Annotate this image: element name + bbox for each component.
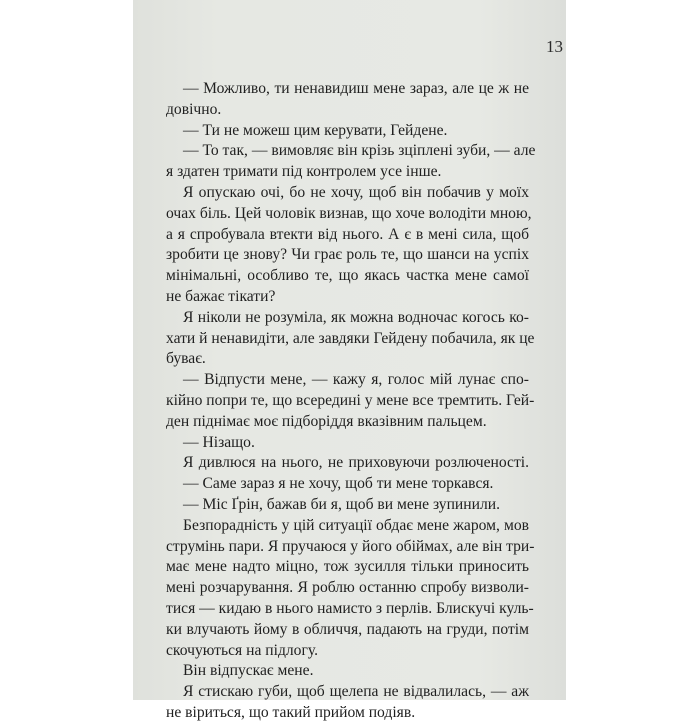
page-number: 13 bbox=[546, 37, 563, 56]
text-line: очах біль. Цей чоловік визнав, що хоче володіти мною, bbox=[166, 204, 532, 222]
text-line: має мене надто міцно, тож зусилля тільки приносить bbox=[166, 558, 529, 576]
text-line: я здатен тримати під контролем усе інше. bbox=[166, 163, 442, 181]
page-body-text bbox=[166, 79, 536, 724]
text-line: — Відпусти мене, — кажу я, голос мій лунає спо- bbox=[183, 371, 529, 389]
text-line: зробити це знову? Чи грає роль те, що шанси на успіх bbox=[166, 246, 529, 264]
text-line: не віриться, що такий прийом подіяв. bbox=[166, 703, 416, 721]
text-line: Я опускаю очі, бо не хочу, щоб він побачив у моїх bbox=[183, 183, 529, 201]
text-line: кійно попри те, що всередині у мене все тремтить. Гей- bbox=[166, 391, 535, 409]
text-line: Я стискаю губи, щоб щелепа не відвалилась, — аж bbox=[183, 683, 529, 701]
text-line: — Можливо, ти ненавидиш мене зараз, але це ж не bbox=[183, 80, 529, 97]
text-line: не бажає тікати? bbox=[166, 287, 276, 305]
text-line: хати й ненавидіти, але завдяки Гейдену побачила, як це bbox=[166, 329, 535, 347]
text-line: довічно. bbox=[166, 100, 222, 118]
book-page bbox=[133, 0, 566, 721]
text-line: мені розчарування. Я роблю останню спробу визволи- bbox=[166, 579, 529, 597]
text-line: скочуються на підлогу. bbox=[166, 641, 318, 659]
text-line: — Міс Ґрін, бажав би я, щоб ви мене зупинили. bbox=[183, 495, 500, 513]
text-line: буває. bbox=[166, 350, 206, 368]
text-line: — Ти не можеш цим керувати, Гейдене. bbox=[183, 121, 448, 139]
text-line: Він відпускає мене. bbox=[183, 662, 314, 680]
text-line: а я спробувала втекти від нього. А є в мені сила, щоб bbox=[166, 225, 529, 243]
text-line: Безпорадність у цій ситуації обдає мене жаром, мов bbox=[183, 516, 529, 534]
text-line: Я ніколи не розуміла, як можна водночас когось ко- bbox=[183, 308, 529, 326]
text-line: мінімальні, особливо те, що якась частка мене самої bbox=[166, 267, 529, 285]
text-line: — То так, — вимовляє він крізь зціплені зуби, — але bbox=[183, 142, 536, 160]
text-line: — Саме зараз я не хочу, щоб ти мене торкався. bbox=[183, 475, 494, 493]
text-line: ден піднімає моє підборіддя вказівним пальцем. bbox=[166, 412, 487, 430]
text-line: ки влучають йому в обличчя, падають на груди, потім bbox=[166, 620, 529, 638]
text-line: струмінь пари. Я пручаюся у його обіймах, але він три- bbox=[166, 537, 535, 555]
text-line: Я дивлюся на нього, не приховуючи розлюченості. bbox=[183, 454, 529, 472]
text-line: тися — кидаю в нього намисто з перлів. Блискучі куль- bbox=[166, 599, 534, 617]
text-line: — Нізащо. bbox=[183, 433, 255, 451]
